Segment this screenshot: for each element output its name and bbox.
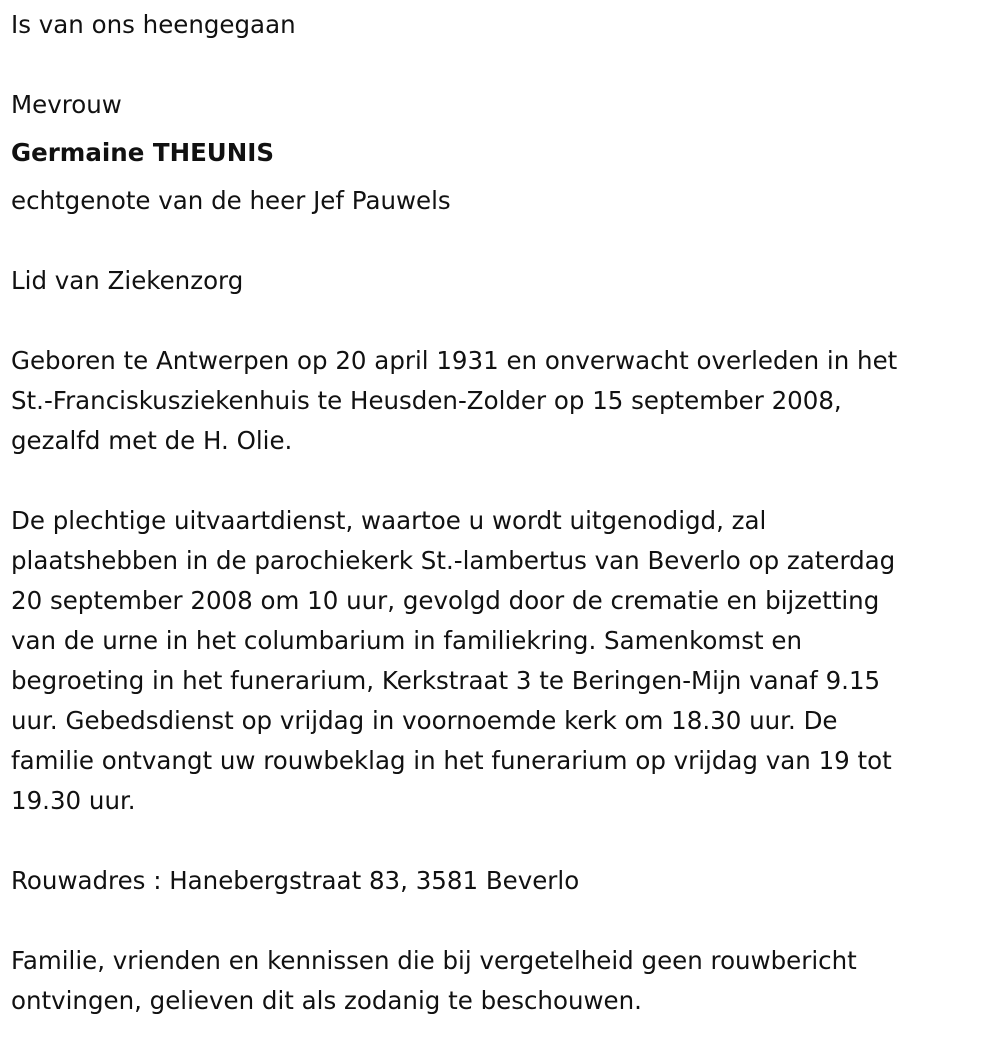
spacer [11,221,990,261]
paragraph-line: ontvingen, gelieven dit als zodanig te beschouwen. [11,986,642,1015]
spacer [11,901,990,941]
spacer [11,461,990,501]
paragraph-line: Familie, vrienden en kennissen die bij vergetelheid geen rouwbericht [11,946,857,975]
spacer [11,821,990,861]
funeral-paragraph [11,501,990,821]
paragraph-line: 19.30 uur. [11,786,136,815]
paragraph-line: 20 september 2008 om 10 uur, gevolgd door de crematie en bijzetting [11,586,880,615]
paragraph-line: St.-Franciskusziekenhuis te Heusden-Zolder op 15 september 2008, [11,386,842,415]
birth-death-paragraph [11,341,990,461]
closing-paragraph [11,941,990,1021]
intro-line: Is van ons heengegaan [11,10,296,39]
deceased-name: Germaine THEUNIS [11,138,274,167]
paragraph-line: van de urne in het columbarium in familiekring. Samenkomst en [11,626,803,655]
paragraph-line: familie ontvangt uw rouwbeklag in het funerarium op vrijdag van 19 tot [11,746,892,775]
paragraph-line: begroeting in het funerarium, Kerkstraat 3 te Beringen-Mijn vanaf 9.15 [11,666,881,695]
paragraph-line: gezalfd met de H. Olie. [11,426,293,455]
paragraph-line: De plechtige uitvaartdienst, waartoe u wordt uitgenodigd, zal [11,506,767,535]
spouse-line: echtgenote van de heer Jef Pauwels [11,186,451,215]
spacer [11,301,990,341]
mourning-address: Rouwadres : Hanebergstraat 83, 3581 Beverlo [11,866,580,895]
paragraph-line: plaatshebben in de parochiekerk St.-lambertus van Beverlo op zaterdag [11,546,896,575]
spacer [11,45,990,85]
membership-line: Lid van Ziekenzorg [11,266,244,295]
paragraph-line: uur. Gebedsdienst op vrijdag in voornoemde kerk om 18.30 uur. De [11,706,838,735]
paragraph-line: Geboren te Antwerpen op 20 april 1931 en onverwacht overleden in het [11,346,898,375]
title-line: Mevrouw [11,90,122,119]
